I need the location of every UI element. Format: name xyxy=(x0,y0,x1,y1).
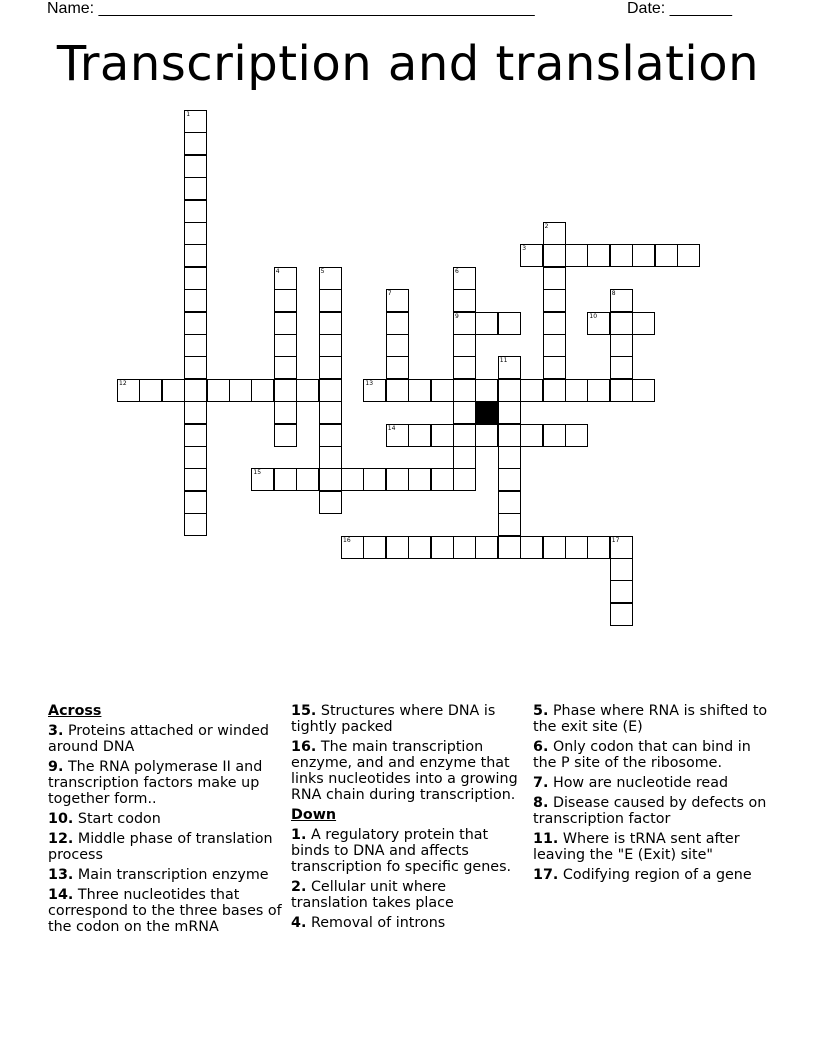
clue-number: 17. xyxy=(533,867,559,883)
down-clue-7 xyxy=(533,775,773,791)
grid-cell[interactable] xyxy=(274,424,297,447)
down-clue-8 xyxy=(533,795,773,827)
grid-cell[interactable] xyxy=(296,379,319,402)
grid-cell[interactable] xyxy=(565,244,588,267)
clue-text: Middle phase of translation process xyxy=(48,831,273,863)
grid-cell[interactable] xyxy=(274,401,297,424)
down-clue-17 xyxy=(533,867,773,883)
grid-cell[interactable] xyxy=(610,558,633,581)
grid-cell[interactable] xyxy=(319,446,342,469)
cell-number: 8 xyxy=(611,290,616,298)
grid-cell[interactable] xyxy=(498,491,521,514)
grid-cell[interactable] xyxy=(431,468,454,491)
grid-cell[interactable] xyxy=(184,379,207,402)
grid-cell[interactable] xyxy=(184,177,207,200)
down-clue-6 xyxy=(533,739,773,771)
grid-cell[interactable] xyxy=(319,468,342,491)
grid-cell[interactable] xyxy=(453,446,476,469)
grid-cell[interactable] xyxy=(610,379,633,402)
clues-column-1 xyxy=(48,703,284,939)
grid-cell[interactable] xyxy=(453,334,476,357)
grid-cell[interactable] xyxy=(184,334,207,357)
clue-number: 6. xyxy=(533,739,549,755)
grid-cell[interactable] xyxy=(543,536,566,559)
clue-text: The RNA polymerase II and transcription factors make up together form.. xyxy=(48,759,263,807)
clue-number: 3. xyxy=(48,723,64,739)
grid-cell[interactable] xyxy=(341,468,364,491)
grid-cell[interactable] xyxy=(453,536,476,559)
name-field-label[interactable]: Name: _________________________________________________ xyxy=(47,0,535,17)
clue-number: 10. xyxy=(48,811,74,827)
grid-cell[interactable] xyxy=(543,356,566,379)
grid-cell[interactable] xyxy=(565,379,588,402)
grid-cell[interactable] xyxy=(498,446,521,469)
cell-number: 4 xyxy=(275,267,280,275)
grid-cell[interactable] xyxy=(184,446,207,469)
clue-text: Phase where RNA is shifted to the exit site (E) xyxy=(533,703,768,735)
across-clue-3 xyxy=(48,723,284,755)
clue-number: 16. xyxy=(291,739,317,755)
grid-cell[interactable] xyxy=(520,424,543,447)
grid-cell[interactable] xyxy=(543,312,566,335)
cell-number: 5 xyxy=(320,267,325,275)
grid-cell[interactable] xyxy=(184,312,207,335)
grid-cell[interactable] xyxy=(520,244,543,267)
grid-cell[interactable] xyxy=(408,536,431,559)
grid-cell[interactable] xyxy=(386,312,409,335)
grid-cell[interactable] xyxy=(184,401,207,424)
clue-text: How are nucleotide read xyxy=(552,775,729,791)
grid-cell[interactable] xyxy=(543,424,566,447)
grid-cell[interactable] xyxy=(498,424,521,447)
grid-cell[interactable] xyxy=(431,536,454,559)
across-heading: Across xyxy=(48,703,102,719)
grid-cell[interactable] xyxy=(319,424,342,447)
grid-cell[interactable] xyxy=(453,424,476,447)
grid-cell[interactable] xyxy=(184,267,207,290)
clue-number: 1. xyxy=(291,827,307,843)
grid-cell[interactable] xyxy=(632,312,655,335)
grid-cell[interactable] xyxy=(319,401,342,424)
grid-cell[interactable] xyxy=(184,468,207,491)
grid-cell[interactable] xyxy=(498,468,521,491)
grid-cell[interactable] xyxy=(453,401,476,424)
across-clue-12 xyxy=(48,831,284,863)
grid-cell[interactable] xyxy=(319,334,342,357)
grid-cell[interactable] xyxy=(498,513,521,536)
down-clue-11 xyxy=(533,831,773,863)
across-clue-14 xyxy=(48,887,284,935)
grid-cell[interactable] xyxy=(386,468,409,491)
grid-cell[interactable] xyxy=(184,244,207,267)
grid-cell[interactable] xyxy=(296,468,319,491)
grid-cell[interactable] xyxy=(498,536,521,559)
down-clue-1 xyxy=(291,827,527,875)
grid-cell[interactable] xyxy=(386,424,409,447)
grid-cell[interactable] xyxy=(610,580,633,603)
cell-number: 13 xyxy=(365,379,374,387)
grid-cell[interactable] xyxy=(184,222,207,245)
clue-number: 7. xyxy=(533,775,549,791)
grid-cell[interactable] xyxy=(453,267,476,290)
grid-cell[interactable] xyxy=(475,536,498,559)
grid-cell[interactable] xyxy=(565,424,588,447)
grid-cell[interactable] xyxy=(184,200,207,223)
grid-cell[interactable] xyxy=(587,536,610,559)
grid-cell[interactable] xyxy=(498,312,521,335)
cell-number: 10 xyxy=(589,312,598,320)
clue-text: The main transcription enzyme, and and enzyme that links nucleotides into a growing RNA chain during transcription. xyxy=(291,739,518,803)
clue-number: 13. xyxy=(48,867,74,883)
grid-cell[interactable] xyxy=(319,289,342,312)
clue-number: 4. xyxy=(291,915,307,931)
clue-number: 5. xyxy=(533,703,549,719)
cell-number: 12 xyxy=(119,379,127,387)
grid-cell[interactable] xyxy=(431,379,454,402)
grid-cell[interactable] xyxy=(341,536,364,559)
grid-cell[interactable] xyxy=(386,356,409,379)
across-clue-9 xyxy=(48,759,284,807)
grid-cell[interactable] xyxy=(498,356,521,379)
cell-number: 2 xyxy=(544,223,549,230)
grid-cell[interactable] xyxy=(408,468,431,491)
clue-text: Disease caused by defects on transcription factor xyxy=(533,795,767,827)
puzzle-title: Transcription and translation xyxy=(56,36,760,92)
grid-cell[interactable] xyxy=(274,356,297,379)
grid-block xyxy=(475,401,498,424)
clue-text: Only codon that can bind in the P site of the ribosome. xyxy=(533,739,751,771)
cell-number: 14 xyxy=(387,424,396,432)
grid-cell[interactable] xyxy=(319,379,342,402)
cell-number: 1 xyxy=(186,111,191,118)
grid-cell[interactable] xyxy=(363,468,386,491)
grid-cell[interactable] xyxy=(184,132,207,155)
grid-cell[interactable] xyxy=(184,513,207,536)
across-clue-10 xyxy=(48,811,284,827)
grid-cell[interactable] xyxy=(453,289,476,312)
grid-cell[interactable] xyxy=(274,379,297,402)
down-clue-2 xyxy=(291,879,527,911)
grid-cell[interactable] xyxy=(587,379,610,402)
grid-cell[interactable] xyxy=(610,603,633,626)
grid-cell[interactable] xyxy=(543,222,566,245)
grid-cell[interactable] xyxy=(587,244,610,267)
grid-cell[interactable] xyxy=(520,536,543,559)
grid-cell[interactable] xyxy=(251,468,274,491)
down-heading: Down xyxy=(291,807,337,823)
grid-cell[interactable] xyxy=(632,244,655,267)
grid-cell[interactable] xyxy=(274,334,297,357)
grid-cell[interactable] xyxy=(431,424,454,447)
grid-cell[interactable] xyxy=(453,379,476,402)
grid-cell[interactable] xyxy=(520,379,543,402)
date-field-label[interactable]: Date: _______ xyxy=(627,0,732,17)
grid-cell[interactable] xyxy=(184,110,207,133)
cell-number: 11 xyxy=(499,357,508,365)
cell-number: 17 xyxy=(611,536,620,544)
cell-number: 7 xyxy=(387,290,392,298)
clues-column-3 xyxy=(533,703,773,887)
grid-cell[interactable] xyxy=(162,379,185,402)
cell-number: 16 xyxy=(343,536,351,544)
clue-number: 2. xyxy=(291,879,307,895)
grid-cell[interactable] xyxy=(475,424,498,447)
clue-number: 12. xyxy=(48,831,74,847)
grid-cell[interactable] xyxy=(274,289,297,312)
grid-cell[interactable] xyxy=(610,334,633,357)
grid-cell[interactable] xyxy=(184,289,207,312)
grid-cell[interactable] xyxy=(319,312,342,335)
grid-cell[interactable] xyxy=(207,379,230,402)
grid-cell[interactable] xyxy=(565,536,588,559)
cell-number: 3 xyxy=(522,245,527,253)
clue-number: 8. xyxy=(533,795,549,811)
grid-cell[interactable] xyxy=(543,267,566,290)
grid-cell[interactable] xyxy=(386,289,409,312)
grid-cell[interactable] xyxy=(543,334,566,357)
grid-cell[interactable] xyxy=(587,312,610,335)
grid-cell[interactable] xyxy=(319,356,342,379)
grid-cell[interactable] xyxy=(274,267,297,290)
cell-number: 6 xyxy=(455,267,459,275)
grid-cell[interactable] xyxy=(184,424,207,447)
clue-text: Three nucleotides that correspond to the three bases of the codon on the mRNA xyxy=(48,887,282,935)
cell-number: 9 xyxy=(455,312,459,320)
across-clue-13 xyxy=(48,867,284,883)
grid-cell[interactable] xyxy=(498,379,521,402)
across-clue-15 xyxy=(291,703,527,735)
grid-cell[interactable] xyxy=(610,244,633,267)
grid-cell[interactable] xyxy=(655,244,678,267)
grid-cell[interactable] xyxy=(363,536,386,559)
grid-cell[interactable] xyxy=(677,244,700,267)
grid-cell[interactable] xyxy=(184,491,207,514)
clue-text: Start codon xyxy=(77,811,161,827)
grid-cell[interactable] xyxy=(453,468,476,491)
grid-cell[interactable] xyxy=(251,379,274,402)
clue-text: A regulatory protein that binds to DNA and affects transcription fo specific genes. xyxy=(291,827,512,875)
clue-text: Proteins attached or winded around DNA xyxy=(48,723,269,755)
grid-cell[interactable] xyxy=(117,379,140,402)
down-clue-5 xyxy=(533,703,773,735)
clue-number: 14. xyxy=(48,887,74,903)
clue-text: Cellular unit where translation takes place xyxy=(291,879,454,911)
clue-number: 11. xyxy=(533,831,559,847)
grid-cell[interactable] xyxy=(610,289,633,312)
grid-cell[interactable] xyxy=(386,536,409,559)
grid-cell[interactable] xyxy=(408,424,431,447)
grid-cell[interactable] xyxy=(408,379,431,402)
grid-cell[interactable] xyxy=(274,468,297,491)
across-clue-16 xyxy=(291,739,527,803)
clues-column-2 xyxy=(291,703,527,935)
grid-cell[interactable] xyxy=(543,289,566,312)
grid-cell[interactable] xyxy=(610,312,633,335)
grid-cell[interactable] xyxy=(475,312,498,335)
clue-text: Main transcription enzyme xyxy=(77,867,269,883)
grid-cell[interactable] xyxy=(543,244,566,267)
grid-cell[interactable] xyxy=(386,334,409,357)
grid-cell[interactable] xyxy=(363,379,386,402)
grid-cell[interactable] xyxy=(610,356,633,379)
clue-text: Codifying region of a gene xyxy=(562,867,752,883)
grid-cell[interactable] xyxy=(498,401,521,424)
cell-number: 15 xyxy=(253,469,262,477)
grid-cell[interactable] xyxy=(543,379,566,402)
grid-cell[interactable] xyxy=(184,356,207,379)
grid-cell[interactable] xyxy=(139,379,162,402)
clue-text: Removal of introns xyxy=(310,915,446,931)
down-clue-4 xyxy=(291,915,527,931)
grid-cell[interactable] xyxy=(319,491,342,514)
grid-cell[interactable] xyxy=(610,536,633,559)
clue-number: 9. xyxy=(48,759,64,775)
clue-text: Where is tRNA sent after leaving the "E (Exit) site" xyxy=(533,831,740,863)
grid-cell[interactable] xyxy=(453,312,476,335)
clue-text: Structures where DNA is tightly packed xyxy=(291,703,496,735)
grid-cell[interactable] xyxy=(274,312,297,335)
grid-cell[interactable] xyxy=(229,379,252,402)
grid-cell[interactable] xyxy=(184,155,207,178)
grid-cell[interactable] xyxy=(319,267,342,290)
grid-cell[interactable] xyxy=(475,379,498,402)
clue-number: 15. xyxy=(291,703,317,719)
grid-cell[interactable] xyxy=(386,379,409,402)
grid-cell[interactable] xyxy=(453,356,476,379)
grid-cell[interactable] xyxy=(632,379,655,402)
